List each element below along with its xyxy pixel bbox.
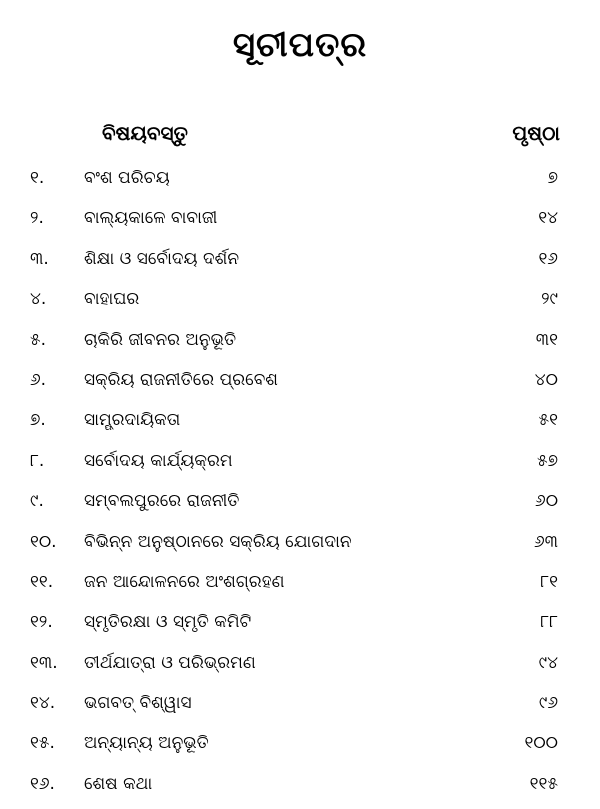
entry-page: ୨୯ [541,289,558,310]
toc-row [0,602,600,642]
toc-row [0,683,600,723]
subject-column-label: ବିଷୟବସ୍ତୁ [102,121,188,145]
entry-number: ୧୧. [30,571,54,592]
entry-title: ବାହାଘର [84,289,140,310]
entry-page: ୮୮ [540,612,558,633]
entry-title: ଅନ୍ୟାନ୍ୟ ଅନୁଭୂତି [84,733,209,754]
toc-row [0,400,600,440]
toc-row [0,643,600,683]
toc-row [0,522,600,562]
entry-title: ସାମ୍ପ୍ରଦାୟିକତା [84,410,181,431]
entry-number: ୧୨. [30,612,53,633]
toc-row [0,481,600,521]
entry-title: ଜନ ଆନ୍ଦୋଳନରେ ଅଂଶଗ୍ରହଣ [84,571,285,592]
entry-number: ୬. [30,369,47,390]
toc-header [0,115,600,151]
entry-title: ଭଗବତ୍ ବିଶ୍ୱାସ [84,693,192,714]
entry-title: ବଂଶ ପରିଚୟ [84,168,170,188]
entry-title: ଶେଷ କଥା [84,773,153,794]
entry-page: ୧୪ [538,208,558,229]
entry-title: ବିଭିନ୍ନ ଅନୁଷ୍ଠାନରେ ସକ୍ରିୟ ଯୋଗଦାନ [84,531,352,552]
entry-number: ୪. [30,289,47,310]
entry-page: ୬୩ [533,531,558,552]
table-of-contents [0,158,600,804]
toc-row [0,239,600,279]
entry-number: ୧୬. [30,773,55,794]
entry-title: ଶିକ୍ଷା ଓ ସର୍ବୋଦୟ ଦର୍ଶନ [84,248,240,269]
entry-title: ତୀର୍ଥଯାତ୍ରା ଓ ପରିଭ୍ରମଣ [84,652,256,673]
entry-title: ବାଲ୍ୟକାଳେ ବାବାଜୀ [84,208,218,229]
toc-row [0,562,600,602]
toc-row [0,441,600,481]
toc-row [0,198,600,238]
entry-title: ସ୍ମୃତିରକ୍ଷା ଓ ସ୍ମୃତି କମିଟି [84,612,252,633]
entry-page: ୧୬ [538,248,558,269]
entry-number: ୧. [30,168,45,188]
entry-number: ୯. [30,491,44,512]
toc-row [0,320,600,360]
entry-number: ୩. [30,248,49,269]
toc-row [0,279,600,319]
toc-row [0,360,600,400]
entry-number: ୧୪. [30,693,56,714]
entry-title: ଚାକିରି ଜୀବନର ଅନୁଭୂତି [84,329,237,350]
entry-number: ୧୫. [30,733,55,754]
entry-page: ୬୦ [535,491,558,512]
page-column-label: ପୃଷ୍ଠା [512,121,560,145]
entry-page: ୪୦ [534,369,558,390]
entry-number: ୨. [30,208,44,229]
entry-page: ୩୧ [535,329,558,350]
entry-page: ୫୧ [538,410,558,431]
toc-row [0,764,600,804]
entry-page: ୮୧ [540,571,558,592]
entry-page: ୯୬ [538,693,558,714]
entry-number: ୧୩. [30,652,58,673]
toc-row [0,158,600,198]
entry-page: ୯୪ [538,652,558,673]
entry-number: ୭. [30,410,46,431]
entry-number: ୧୦. [30,531,57,552]
toc-row [0,723,600,763]
entry-title: ସକ୍ରିୟ ରାଜନୀତିରେ ପ୍ରବେଶ [84,369,278,390]
entry-page: ୧୧୫ [529,773,558,794]
entry-number: ୫. [30,329,47,350]
entry-page: ୫୭ [536,450,558,471]
entry-page: ୭ [547,168,558,188]
entry-number: ୮. [30,450,45,471]
entry-title: ସର୍ବୋଦୟ କାର୍ଯ୍ୟକ୍ରମ [84,450,233,471]
entry-page: ୧୦୦ [524,733,558,754]
entry-title: ସମ୍ବଲପୁରରେ ରାଜନୀତି [84,491,240,512]
page-title: ସୂଚୀପତ୍ର [232,25,368,65]
